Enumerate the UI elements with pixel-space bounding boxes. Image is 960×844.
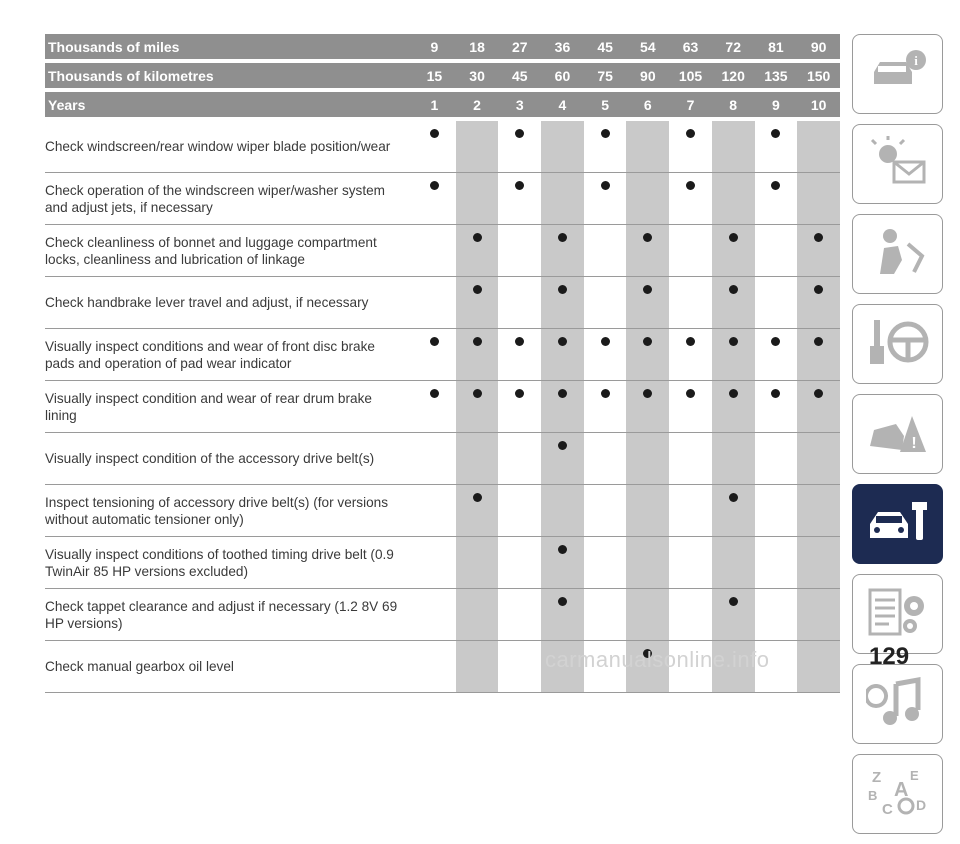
schedule-cell xyxy=(584,381,627,433)
chapter-tab[interactable] xyxy=(852,394,943,474)
schedule-cell xyxy=(712,225,755,277)
schedule-header xyxy=(45,34,840,119)
header-row xyxy=(45,34,840,61)
scheduled-dot-icon xyxy=(643,337,652,346)
schedule-cell xyxy=(755,485,798,537)
scheduled-dot-icon xyxy=(558,597,567,606)
scheduled-dot-icon xyxy=(473,493,482,502)
schedule-cell xyxy=(626,277,669,329)
schedule-cell xyxy=(541,381,584,433)
scheduled-dot-icon xyxy=(686,129,695,138)
page-number: 129 xyxy=(869,643,910,670)
schedule-body xyxy=(45,119,840,693)
scheduled-dot-icon xyxy=(558,389,567,398)
schedule-cell xyxy=(456,277,499,329)
maintenance-schedule-table xyxy=(45,34,840,693)
list-gears-icon xyxy=(866,586,930,643)
schedule-cell xyxy=(755,225,798,277)
schedule-cell xyxy=(755,381,798,433)
header-interval: 75 xyxy=(584,61,627,90)
header-interval: 36 xyxy=(541,34,584,61)
svg-text:i: i xyxy=(913,52,918,68)
scheduled-dot-icon xyxy=(729,285,738,294)
schedule-cell xyxy=(584,173,627,225)
svg-text:A: A xyxy=(893,778,908,801)
scheduled-dot-icon xyxy=(430,389,439,398)
scheduled-dot-icon xyxy=(601,337,610,346)
music-note-icon xyxy=(866,676,930,733)
schedule-cell xyxy=(456,433,499,485)
table-row xyxy=(45,485,840,537)
schedule-cell xyxy=(584,485,627,537)
scheduled-dot-icon xyxy=(430,181,439,190)
header-interval: 7 xyxy=(669,90,712,119)
schedule-cell xyxy=(413,433,456,485)
schedule-cell xyxy=(712,433,755,485)
header-label: Thousands of kilometres xyxy=(45,61,413,90)
schedule-cell xyxy=(712,329,755,381)
scheduled-dot-icon xyxy=(686,181,695,190)
schedule-cell xyxy=(797,485,840,537)
header-interval: 90 xyxy=(626,61,669,90)
schedule-cell xyxy=(669,589,712,641)
schedule-cell xyxy=(626,173,669,225)
schedule-cell xyxy=(541,225,584,277)
schedule-cell xyxy=(456,641,499,693)
schedule-cell xyxy=(456,225,499,277)
schedule-cell xyxy=(498,537,541,589)
schedule-cell xyxy=(498,329,541,381)
schedule-cell xyxy=(626,329,669,381)
scheduled-dot-icon xyxy=(643,233,652,242)
schedule-cell xyxy=(498,173,541,225)
schedule-cell xyxy=(626,537,669,589)
scheduled-dot-icon xyxy=(473,337,482,346)
task-description: Check windscreen/rear window wiper blade position/wear xyxy=(45,119,413,173)
schedule-cell xyxy=(456,329,499,381)
schedule-cell xyxy=(626,381,669,433)
scheduled-dot-icon xyxy=(473,285,482,294)
car-info-icon xyxy=(866,46,930,103)
header-interval: 10 xyxy=(797,90,840,119)
header-interval: 135 xyxy=(755,61,798,90)
schedule-cell xyxy=(413,225,456,277)
scheduled-dot-icon xyxy=(558,337,567,346)
header-interval: 27 xyxy=(498,34,541,61)
schedule-cell xyxy=(669,119,712,173)
schedule-cell xyxy=(797,173,840,225)
schedule-cell xyxy=(755,329,798,381)
schedule-cell xyxy=(669,381,712,433)
schedule-cell xyxy=(413,537,456,589)
schedule-cell xyxy=(456,589,499,641)
schedule-cell xyxy=(755,277,798,329)
schedule-cell xyxy=(541,537,584,589)
header-interval: 9 xyxy=(413,34,456,61)
header-interval: 15 xyxy=(413,61,456,90)
header-interval: 9 xyxy=(755,90,798,119)
chapter-tab[interactable] xyxy=(852,574,943,654)
schedule-cell xyxy=(541,277,584,329)
schedule-cell xyxy=(541,485,584,537)
task-description: Check cleanliness of bonnet and luggage compartment locks, cleanliness and lubrication of linkage xyxy=(45,225,413,277)
schedule-cell xyxy=(456,537,499,589)
schedule-cell xyxy=(669,173,712,225)
header-interval: 72 xyxy=(712,34,755,61)
schedule-cell xyxy=(498,119,541,173)
table-row xyxy=(45,277,840,329)
schedule-cell xyxy=(498,433,541,485)
schedule-cell xyxy=(712,381,755,433)
schedule-cell xyxy=(669,485,712,537)
table-row xyxy=(45,589,840,641)
svg-text:C: C xyxy=(881,800,893,818)
schedule-cell xyxy=(669,277,712,329)
scheduled-dot-icon xyxy=(430,129,439,138)
schedule-cell xyxy=(584,225,627,277)
schedule-cell xyxy=(584,537,627,589)
schedule-cell xyxy=(498,641,541,693)
schedule-cell xyxy=(626,485,669,537)
scheduled-dot-icon xyxy=(473,389,482,398)
schedule-cell xyxy=(584,277,627,329)
schedule-cell xyxy=(456,485,499,537)
schedule-cell xyxy=(413,173,456,225)
scheduled-dot-icon xyxy=(558,233,567,242)
schedule-cell xyxy=(498,485,541,537)
schedule-cell xyxy=(498,589,541,641)
scheduled-dot-icon xyxy=(729,597,738,606)
header-interval: 30 xyxy=(456,61,499,90)
svg-text:B: B xyxy=(867,787,877,803)
schedule-cell xyxy=(669,537,712,589)
schedule-cell xyxy=(797,381,840,433)
header-label: Years xyxy=(45,90,413,119)
header-interval: 105 xyxy=(669,61,712,90)
header-interval: 5 xyxy=(584,90,627,119)
schedule-cell xyxy=(584,589,627,641)
schedule-cell xyxy=(712,589,755,641)
schedule-cell xyxy=(584,119,627,173)
schedule-cell xyxy=(797,225,840,277)
task-description: Visually inspect conditions of toothed timing drive belt (0.9 TwinAir 85 HP versions excluded) xyxy=(45,537,413,589)
schedule-cell xyxy=(541,433,584,485)
scheduled-dot-icon xyxy=(729,337,738,346)
scheduled-dot-icon xyxy=(558,441,567,450)
header-interval: 4 xyxy=(541,90,584,119)
scheduled-dot-icon xyxy=(515,337,524,346)
scheduled-dot-icon xyxy=(643,285,652,294)
svg-text:D: D xyxy=(915,796,926,813)
schedule-cell xyxy=(541,589,584,641)
header-interval: 81 xyxy=(755,34,798,61)
schedule-cell xyxy=(413,485,456,537)
scheduled-dot-icon xyxy=(771,129,780,138)
schedule-cell xyxy=(498,225,541,277)
scheduled-dot-icon xyxy=(686,389,695,398)
schedule-cell xyxy=(413,381,456,433)
chapter-tab[interactable] xyxy=(852,304,943,384)
schedule-cell xyxy=(413,277,456,329)
schedule-cell xyxy=(413,641,456,693)
schedule-cell xyxy=(456,173,499,225)
header-interval: 45 xyxy=(584,34,627,61)
schedule-cell xyxy=(712,119,755,173)
task-description: Inspect tensioning of accessory drive belt(s) (for versions without automatic tensioner only) xyxy=(45,485,413,537)
header-interval: 150 xyxy=(797,61,840,90)
schedule-cell xyxy=(712,173,755,225)
schedule-cell xyxy=(669,329,712,381)
scheduled-dot-icon xyxy=(814,285,823,294)
scheduled-dot-icon xyxy=(814,233,823,242)
scheduled-dot-icon xyxy=(473,233,482,242)
header-interval: 6 xyxy=(626,90,669,119)
scheduled-dot-icon xyxy=(643,389,652,398)
schedule-cell xyxy=(541,119,584,173)
schedule-cell xyxy=(755,173,798,225)
schedule-cell xyxy=(584,329,627,381)
schedule-cell xyxy=(797,589,840,641)
chapter-tab[interactable] xyxy=(852,664,943,744)
schedule-cell xyxy=(797,329,840,381)
table-row xyxy=(45,329,840,381)
task-description: Visually inspect condition of the accessory drive belt(s) xyxy=(45,433,413,485)
schedule-cell xyxy=(797,119,840,173)
header-row xyxy=(45,61,840,90)
chapter-tabs xyxy=(852,34,943,844)
schedule-cell xyxy=(755,589,798,641)
svg-text:!: ! xyxy=(910,434,917,452)
car-crash-icon xyxy=(866,406,930,463)
schedule-cell xyxy=(755,433,798,485)
scheduled-dot-icon xyxy=(686,337,695,346)
svg-text:E: E xyxy=(909,767,919,783)
key-steering-wheel-icon xyxy=(866,316,930,373)
scheduled-dot-icon xyxy=(771,337,780,346)
table-row xyxy=(45,119,840,173)
scheduled-dot-icon xyxy=(601,389,610,398)
table-row xyxy=(45,537,840,589)
schedule-cell xyxy=(712,277,755,329)
schedule-cell xyxy=(626,225,669,277)
table-row xyxy=(45,225,840,277)
scheduled-dot-icon xyxy=(430,337,439,346)
scheduled-dot-icon xyxy=(814,337,823,346)
chapter-tab[interactable] xyxy=(852,484,943,564)
scheduled-dot-icon xyxy=(729,233,738,242)
schedule-cell xyxy=(626,433,669,485)
scheduled-dot-icon xyxy=(601,181,610,190)
chapter-tab[interactable] xyxy=(852,754,943,834)
car-wrench-icon xyxy=(866,496,930,553)
schedule-cell xyxy=(584,433,627,485)
schedule-cell xyxy=(669,225,712,277)
schedule-cell xyxy=(541,329,584,381)
task-description: Visually inspect condition and wear of rear drum brake lining xyxy=(45,381,413,433)
chapter-tab[interactable] xyxy=(852,34,943,114)
scheduled-dot-icon xyxy=(558,545,567,554)
watermark: carmanualsonline.info xyxy=(545,647,770,672)
header-interval: 2 xyxy=(456,90,499,119)
scheduled-dot-icon xyxy=(515,389,524,398)
schedule-cell xyxy=(626,589,669,641)
task-description: Check tappet clearance and adjust if necessary (1.2 8V 69 HP versions) xyxy=(45,589,413,641)
schedule-cell xyxy=(456,381,499,433)
schedule-cell xyxy=(498,277,541,329)
scheduled-dot-icon xyxy=(601,129,610,138)
table-row xyxy=(45,433,840,485)
task-description: Visually inspect conditions and wear of front disc brake pads and operation of pad wear indicator xyxy=(45,329,413,381)
header-interval: 8 xyxy=(712,90,755,119)
chapter-tab[interactable] xyxy=(852,214,943,294)
schedule-cell xyxy=(797,277,840,329)
schedule-cell xyxy=(755,537,798,589)
schedule-cell xyxy=(413,589,456,641)
schedule-cell xyxy=(456,119,499,173)
scheduled-dot-icon xyxy=(558,285,567,294)
schedule-cell xyxy=(626,119,669,173)
scheduled-dot-icon xyxy=(515,129,524,138)
task-description: Check manual gearbox oil level xyxy=(45,641,413,693)
schedule-cell xyxy=(755,119,798,173)
header-interval: 1 xyxy=(413,90,456,119)
schedule-cell xyxy=(712,537,755,589)
svg-text:Z: Z xyxy=(871,768,881,786)
task-description: Check operation of the windscreen wiper/washer system and adjust jets, if necessary xyxy=(45,173,413,225)
scheduled-dot-icon xyxy=(515,181,524,190)
table-row xyxy=(45,173,840,225)
chapter-tab[interactable] xyxy=(852,124,943,204)
warning-light-envelope-icon xyxy=(866,136,930,193)
schedule-cell xyxy=(797,537,840,589)
header-interval: 60 xyxy=(541,61,584,90)
schedule-cell xyxy=(413,329,456,381)
header-interval: 3 xyxy=(498,90,541,119)
schedule-cell xyxy=(797,433,840,485)
header-interval: 18 xyxy=(456,34,499,61)
alphabetical-index-icon xyxy=(866,766,930,823)
header-interval: 120 xyxy=(712,61,755,90)
schedule-cell xyxy=(541,173,584,225)
header-interval: 90 xyxy=(797,34,840,61)
seat-airbag-icon xyxy=(866,226,930,283)
header-interval: 63 xyxy=(669,34,712,61)
table-row xyxy=(45,381,840,433)
schedule-cell xyxy=(498,381,541,433)
scheduled-dot-icon xyxy=(729,389,738,398)
scheduled-dot-icon xyxy=(814,389,823,398)
header-interval: 54 xyxy=(626,34,669,61)
schedule-cell xyxy=(669,433,712,485)
scheduled-dot-icon xyxy=(771,181,780,190)
task-description: Check handbrake lever travel and adjust, if necessary xyxy=(45,277,413,329)
schedule-cell xyxy=(413,119,456,173)
header-row xyxy=(45,90,840,119)
scheduled-dot-icon xyxy=(729,493,738,502)
header-label: Thousands of miles xyxy=(45,34,413,61)
scheduled-dot-icon xyxy=(771,389,780,398)
header-interval: 45 xyxy=(498,61,541,90)
schedule-cell xyxy=(712,485,755,537)
schedule-cell xyxy=(797,641,840,693)
